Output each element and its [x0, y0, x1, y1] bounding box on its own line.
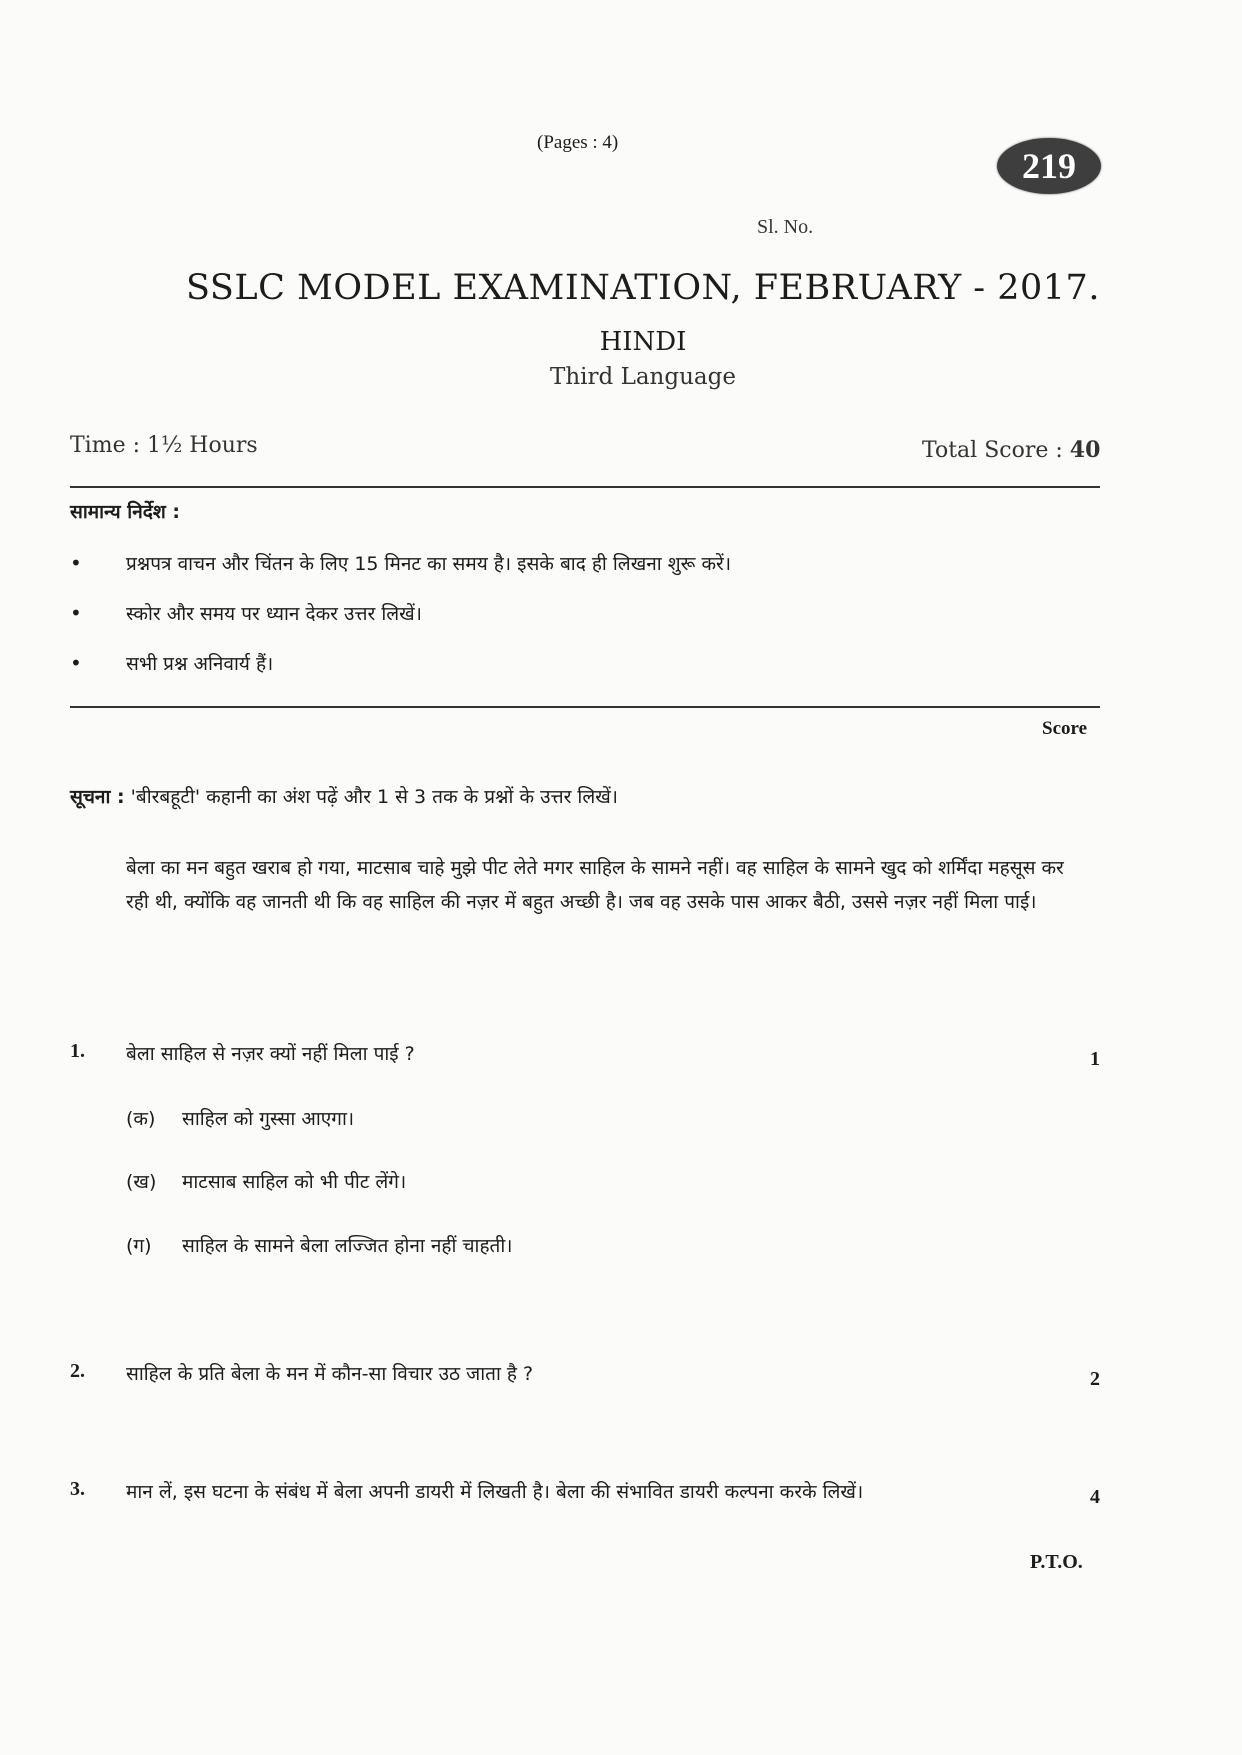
option-label: (क)	[126, 1108, 156, 1130]
question-number: 2.	[70, 1360, 85, 1382]
question-score: 2	[1090, 1368, 1100, 1390]
option-label: (ग)	[126, 1235, 152, 1257]
total-score-label: Total Score :	[922, 438, 1063, 463]
question-text: बेला साहिल से नज़र क्यों नहीं मिला पाई ?	[126, 1043, 415, 1065]
subject-level: Third Language	[550, 364, 736, 390]
question-number: 3.	[70, 1478, 85, 1500]
option-text: माटसाब साहिल को भी पीट लेंगे।	[182, 1171, 407, 1193]
paper-code-badge: 219	[997, 138, 1101, 194]
option-ga	[126, 1232, 513, 1258]
total-score	[922, 437, 1100, 463]
instruction-item: • प्रश्नपत्र वाचन और चिंतन के लिए 15 मिनट का समय है। इसके बाद ही लिखना शुरू करें।	[70, 551, 732, 575]
question-text: मान लें, इस घटना के संबंध में बेला अपनी डायरी में लिखती है। बेला की संभावित डायरी कल्पना करके लिखें।	[126, 1481, 864, 1503]
bullet-icon: •	[70, 651, 82, 675]
general-instructions-heading: सामान्य निर्देश :	[70, 501, 180, 523]
bullet-icon: •	[70, 601, 82, 625]
option-kha	[126, 1168, 406, 1194]
question-2	[70, 1360, 1100, 1391]
notice-text: 'बीरबहूटी' कहानी का अंश पढ़ें और 1 से 3 तक के प्रश्नों के उत्तर लिखें।	[130, 786, 618, 808]
question-1	[70, 1040, 1100, 1071]
reading-passage: बेला का मन बहुत खराब हो गया, माटसाब चाहे मुझे पीट लेते मगर साहिल के सामने नहीं। वह साहिल के सामने खुद को शर्मिंदा महसूस कर रही थी, क्योंकि वह जानती थी कि वह साहिल की नज़र में बहुत अच्छी है। जब वह उसके पास आकर बैठी, उससे नज़र नहीं मिला पाई।	[126, 857, 1064, 913]
notice-label: सूचना :	[70, 786, 125, 808]
divider-top	[70, 486, 1100, 488]
total-score-value: 40	[1069, 437, 1101, 463]
option-text: साहिल को गुस्सा आएगा।	[182, 1108, 355, 1130]
time-allowed: Time : 1½ Hours	[70, 433, 258, 458]
subject-title: HINDI	[599, 327, 687, 357]
score-column-heading: Score	[1042, 718, 1088, 739]
question-score: 1	[1090, 1048, 1100, 1070]
instruction-item: • सभी प्रश्न अनिवार्य हैं।	[70, 651, 274, 675]
exam-title: SSLC MODEL EXAMINATION, FEBRUARY - 2017.	[186, 268, 1100, 308]
divider-bottom	[70, 706, 1100, 708]
question-3	[70, 1478, 1100, 1509]
option-text: साहिल के सामने बेला लज्जित होना नहीं चाहती।	[182, 1235, 513, 1257]
instruction-item: • स्कोर और समय पर ध्यान देकर उत्तर लिखें।	[70, 601, 422, 625]
please-turn-over: P.T.O.	[1030, 1551, 1083, 1573]
notice	[70, 783, 618, 809]
bullet-icon: •	[70, 551, 82, 575]
question-number: 1.	[70, 1040, 85, 1062]
serial-number-label: Sl. No.	[757, 216, 814, 238]
option-label: (ख)	[126, 1171, 157, 1193]
option-ka	[126, 1105, 354, 1131]
question-text: साहिल के प्रति बेला के मन में कौन-सा विचार उठ जाता है ?	[126, 1363, 534, 1385]
question-score: 4	[1090, 1486, 1100, 1508]
page-count: (Pages : 4)	[537, 132, 619, 153]
